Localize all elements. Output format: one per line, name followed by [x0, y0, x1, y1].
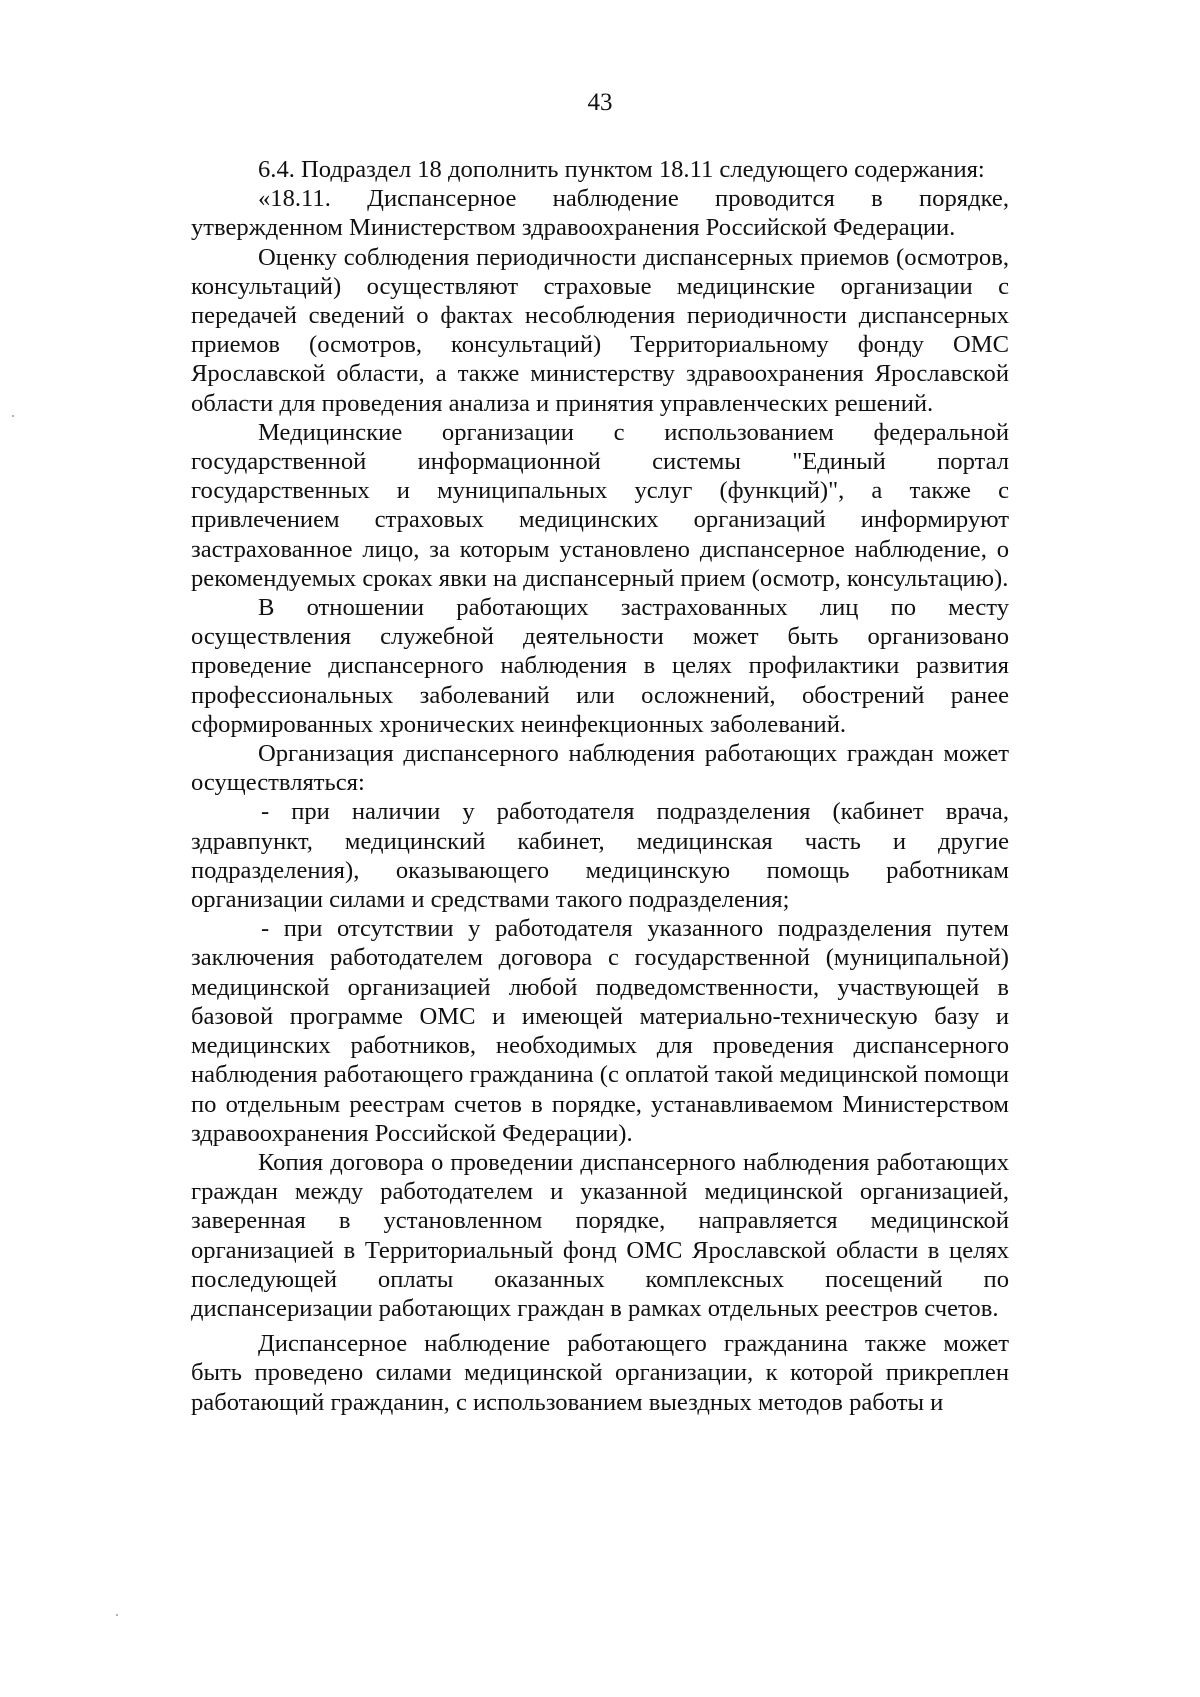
paragraph-contract-copy: Копия договора о проведении диспансерного наблюдения работающих граждан между работодателем и указанной медицинской организацией, заверенная в установленном порядке, направляется медицинской организацией в Территориальный фонд ОМС Ярославской области в целях последующей оплаты оказанных комплексных посещений по диспансеризации работающих граждан в рамках отдельных реестров счетов.	[191, 1148, 1009, 1322]
list-item-employer-unit: - при наличии у работодателя подразделения (кабинет врача, здравпункт, медицинский кабинет, медицинская часть и другие подразделения), оказывающего медицинскую помощь работникам организации силами и средствами такого подразделения;	[191, 798, 1009, 914]
document-body	[191, 155, 1009, 1417]
list-item-contract: - при отсутствии у работодателя указанного подразделения путем заключения работодателем договора с государственной (муниципальной) медицинской организацией любой подведомственности, участвующей в базовой программе ОМС и имеющей материально-техническую базу и медицинских работников, необходимых для проведения диспансерного наблюдения работающего гражданина (с оплатой такой медицинской помощи по отдельным реестрам счетов в порядке, устанавливаемом Министерством здравоохранения Российской Федерации).	[191, 915, 1009, 1147]
paragraph-clause-18-11: «18.11. Диспансерное наблюдение проводится в порядке, утвержденном Министерством здравоохранения Российской Федерации.	[191, 185, 1009, 242]
page-number: 43	[587, 89, 613, 116]
paragraph-periodicity-assessment: Оценку соблюдения периодичности диспансерных приемов (осмотров, консультаций) осуществляют страховые медицинские организации с передачей сведений о фактах несоблюдения периодичности диспансерных приемов (осмотров, консультаций) Территориальному фонду ОМС Ярославской области, а также министерству здравоохранения Ярославской области для проведения анализа и принятия управленческих решений.	[191, 243, 1009, 417]
scan-speck	[116, 1614, 118, 1616]
paragraph-informing-insured: Медицинские организации с использованием федеральной государственной информационной системы "Единый портал государственных и муниципальных услуг (функций)", а также с привлечением страховых медицинских организаций информируют застрахованное лицо, за которым установлено диспансерное наблюдение, о рекомендуемых сроках явки на диспансерный прием (осмотр, консультацию).	[191, 418, 1009, 592]
paragraph-working-insured: В отношении работающих застрахованных лиц по месту осуществления служебной деятельности может быть организовано проведение диспансерного наблюдения в целях профилактики развития профессиональных заболеваний или осложнений, обострений ранее сформированных хронических неинфекционных заболеваний.	[191, 594, 1009, 738]
scan-speck	[12, 415, 14, 417]
paragraph-organization: Организация диспансерного наблюдения работающих граждан может осуществляться:	[191, 740, 1009, 797]
paragraph-attached-organization: Диспансерное наблюдение работающего гражданина также может быть проведено силами медицинской организации, к которой прикреплен работающий гражданин, с использованием выездных методов работы и	[191, 1330, 1009, 1416]
paragraph-amendment-intro: 6.4. Подраздел 18 дополнить пунктом 18.11 следующего содержания:	[258, 156, 985, 183]
